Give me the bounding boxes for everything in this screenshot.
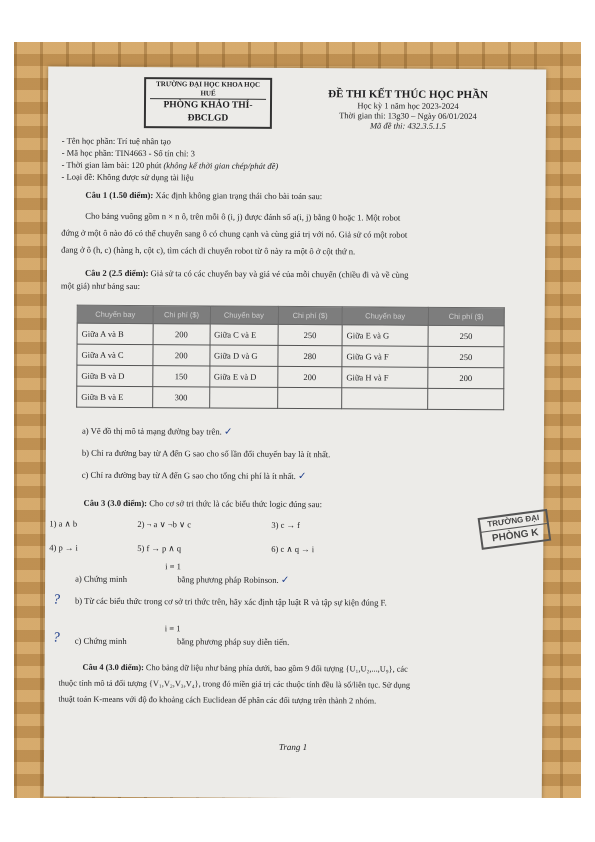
flights-table: [76, 305, 505, 411]
exam-paper: [44, 66, 546, 798]
q3-title: Câu 3 (3.0 điểm):: [83, 497, 148, 509]
woven-mat-background: [14, 42, 581, 798]
q1-p3: đang ở ô (h, c) (hàng h, cột c), tìm cách di chuyển robot từ ô này ra một ô ở cột thứ n.: [61, 244, 356, 257]
course-name: - Tên học phần: Trí tuệ nhân tạo: [61, 135, 171, 147]
check-mark-icon: ✓: [297, 471, 307, 483]
cell: Giữa B và E: [77, 386, 153, 407]
formula-4: 4) p → i: [49, 542, 78, 553]
cell: 200: [428, 367, 504, 388]
cell: 250: [428, 346, 504, 367]
q3-a: [75, 573, 515, 589]
exam-type: - Loại đề: Không được sử dụng tài liệu: [61, 171, 194, 183]
q3-c-formula: i ≡ 1: [164, 623, 181, 634]
cell: Giữa E và G: [342, 325, 428, 347]
q4-title-rest: Cho bảng dữ liệu như bảng phía dưới, bao gồm 9 đối tượng {U₁,U₂,...,U₉}, các: [143, 663, 408, 674]
q2-subquestions: [82, 425, 522, 485]
cell: Giữa A và B: [77, 323, 153, 344]
question-mark-annotation: ?: [52, 592, 61, 608]
duration-text: - Thời gian làm bài: 120 phút: [61, 159, 162, 171]
cell: 300: [153, 387, 209, 408]
page-number: Trang 1: [278, 741, 308, 753]
q3-c: [75, 635, 515, 651]
q3-a-label: a) Chứng minh: [75, 573, 128, 584]
check-mark-icon: ✓: [223, 426, 233, 438]
duration-note: (không kể thời gian chép/phát đề): [163, 160, 279, 171]
cell: Giữa D và G: [209, 345, 277, 366]
table-row: [77, 365, 504, 389]
q4-line2: thuộc tính mô tả đối tượng {V₁,V₂,V₃,V₄}, trong đó miền giá trị các thuộc tính đều là số/liên tục. Sử dụng: [58, 678, 411, 690]
exam-code: Mã đề thi: 432.3.5.1.5: [369, 120, 446, 131]
school-stamp-line2: PHÒNG KHẢO THÍ-ĐBCLGD: [150, 98, 266, 126]
formula-3: 3) c → f: [271, 519, 301, 531]
cell: [277, 387, 341, 408]
cell: 250: [428, 325, 504, 346]
q3-c-rest: bằng phương pháp suy diễn tiến.: [176, 636, 290, 647]
cell: 150: [153, 366, 209, 387]
q3-a-rest: bằng phương pháp Robinson.: [177, 574, 279, 585]
q3-title-line: [84, 497, 524, 513]
table-row: [77, 344, 504, 368]
cell: Giữa C và E: [210, 324, 278, 345]
q3-a-formula: i ≡ 1: [165, 561, 181, 572]
col-header: Chuyến bay: [210, 306, 278, 324]
cell: 280: [278, 345, 342, 366]
cell: 200: [153, 324, 209, 345]
q3-title-rest: Cho cơ sở tri thức là các biểu thức logic đúng sau:: [147, 498, 323, 510]
cell: Giữa A và C: [77, 344, 153, 365]
question-2: [61, 267, 531, 296]
cell: Giữa E và D: [209, 366, 277, 387]
question-mark-annotation: ?: [52, 630, 60, 646]
q4-title: Câu 4 (3.0 điểm):: [82, 662, 144, 673]
cell: 200: [153, 345, 209, 366]
q1-p1: Cho bảng vuông gồm n × n ô, trên mỗi ô (i, j) được đánh số a(i, j) bằng 0 hoặc 1. Một robot: [85, 210, 401, 223]
side-stamp-line2: PHÒNG K: [481, 523, 549, 548]
col-header: Chi phí ($): [428, 307, 504, 325]
q3-c-label: c) Chứng minh: [74, 635, 127, 646]
q2-title-rest: Giả sử ta có các chuyến bay và giá vé của mỗi chuyến (chiều đi và về cùng: [148, 268, 409, 280]
formula-5: 5) f → p ∧ q: [137, 543, 182, 554]
course-code: - Mã học phần: TIN4663 - Số tín chỉ: 3: [61, 147, 195, 159]
q3-b: b) Từ các biểu thức trong cơ sở tri thức trên, hãy xác định tập luật R và tập sự kiện đúng F.: [74, 595, 387, 608]
exam-header: [298, 88, 518, 131]
formula-2: 2) ¬ a ∨ ¬b ∨ c: [137, 519, 192, 530]
col-header: Chi phí ($): [278, 306, 342, 324]
school-stamp: [144, 77, 272, 129]
semester: Học kỳ 1 năm học 2023-2024: [357, 100, 459, 111]
cell: Giữa B và D: [77, 365, 153, 386]
cell: [342, 388, 428, 410]
cell: 250: [278, 324, 342, 345]
table-row: [77, 386, 504, 410]
q4-line3: thuật toán K-means với độ đo khoảng cách Euclidean để phân các đối tượng trên thành 2 nhóm.: [58, 694, 377, 706]
formula-1: 1) a ∧ b: [49, 518, 78, 529]
cell: [428, 388, 504, 409]
q2-line2: một giá) như bảng sau:: [60, 280, 141, 292]
side-stamp-line1: TRƯỜNG ĐẠI: [486, 512, 540, 529]
col-header: Chi phí ($): [153, 306, 209, 324]
time-date: Thời gian thi: 13g30 – Ngày 06/01/2024: [339, 110, 477, 122]
q1-title-rest: Xác định không gian trạng thái cho bài toán sau:: [153, 190, 323, 202]
course-info: [62, 135, 502, 186]
col-header: Chuyến bay: [77, 305, 153, 323]
question-1: [61, 189, 531, 260]
cell: Giữa H và F: [342, 367, 428, 389]
col-header: Chuyến bay: [342, 307, 428, 326]
q2-c: c) Chỉ ra đường bay từ A đến G sao cho tổng chi phí là ít nhất.: [81, 469, 296, 482]
question-4: [58, 661, 532, 709]
school-stamp-line1: TRƯỜNG ĐẠI HỌC KHOA HỌC HUẾ: [156, 80, 261, 98]
q2-title: Câu 2 (2.5 điểm):: [84, 267, 149, 279]
q2-b: b) Chỉ ra đường bay từ A đến G sao cho số lần đổi chuyến bay là ít nhất.: [81, 447, 331, 460]
q2-a: a) Vẽ đồ thị mô tả mạng đường bay trên.: [81, 425, 222, 437]
cell: [209, 387, 277, 408]
side-stamp: [478, 509, 552, 550]
cell: 200: [278, 366, 342, 387]
table-row: [77, 323, 504, 347]
q1-p2: đứng ở một ô nào đó có thể chuyển sang ô có chung cạnh và cùng giá trị với nó. Giả sử có một robot: [61, 227, 408, 240]
cell: Giữa G và F: [342, 346, 428, 368]
exam-title: ĐỀ THI KẾT THÚC HỌC PHẦN: [328, 88, 489, 102]
q1-title: Câu 1 (1.50 điểm):: [85, 189, 154, 201]
check-mark-icon: ✓: [280, 574, 290, 586]
formula-6: 6) c ∧ q → i: [271, 543, 315, 555]
